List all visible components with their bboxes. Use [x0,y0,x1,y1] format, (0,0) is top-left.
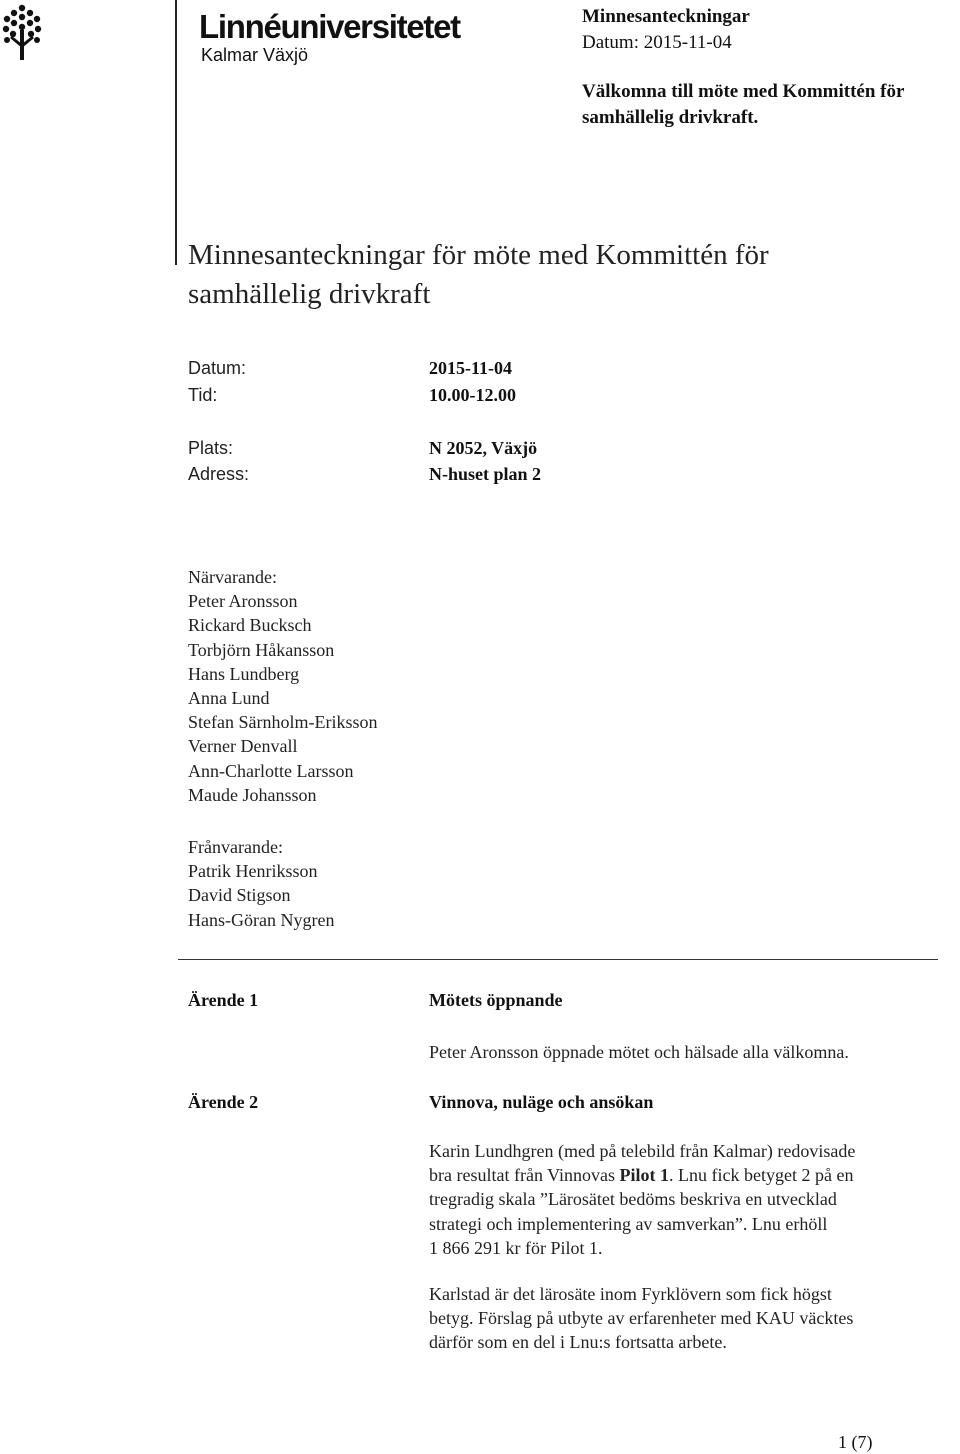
organization-name: Linnéuniversitetet [199,8,460,45]
list-item: Ann-Charlotte Larsson [188,760,354,781]
date-value: 2015-11-04 [429,358,512,378]
list-item: Stefan Särnholm-Eriksson [188,712,378,733]
page-number: 1 (7) [838,1432,873,1452]
item-2-paragraph-1 [429,1139,855,1260]
welcome-line-1: Välkomna till möte med Kommittén för [582,81,905,102]
list-item: Torbjörn Håkansson [188,639,335,660]
list-item: Anna Lund [188,687,270,708]
date-label: Datum: [188,358,247,378]
section-divider [178,959,938,960]
paragraph-line: Peter Aronsson öppnade mötet och hälsade alla välkomna. [429,1042,849,1062]
paragraph-line: Karlstad är det lärosäte inom Fyrklövern som fick högst [429,1284,832,1304]
time-value: 10.00-12.00 [429,385,516,405]
address-label: Adress: [188,464,250,484]
header-date: Datum: 2015-11-04 [582,32,732,53]
list-item: Verner Denvall [188,736,298,757]
paragraph-line: Karin Lundhgren (med på telebild från Kalmar) redovisade [429,1141,856,1161]
list-item: Hans Lundberg [188,663,300,684]
paragraph-line: därför som en del i Lnu:s fortsatta arbete. [429,1332,727,1353]
place-value: N 2052, Växjö [429,438,538,458]
paragraph-line: 1 866 291 kr för Pilot 1. [429,1237,603,1258]
page-title [188,236,769,314]
list-item: Peter Aronsson [188,591,298,612]
item-1-heading: Mötets öppnande [429,990,563,1010]
page-title-line-1: Minnesanteckningar för möte med Kommittén för [188,239,769,271]
welcome-line-2: samhällelig drivkraft. [582,107,759,128]
organization-locations: Kalmar Växjö [201,45,309,65]
absent-list [188,835,334,932]
time-label: Tid: [188,385,218,405]
header-divider [175,0,177,265]
absent-label: Frånvarande: [188,837,283,857]
item-1-number: Ärende 1 [188,990,259,1010]
list-item: David Stigson [188,885,291,906]
text-span: bra resultat från Vinnovas [429,1165,620,1186]
item-1-text [429,1040,849,1064]
list-item: Maude Johansson [188,784,317,805]
item-2-number: Ärende 2 [188,1092,259,1112]
document-type: Minnesanteckningar [582,6,750,27]
item-2-paragraph-2 [429,1282,853,1355]
present-list [188,565,377,807]
paragraph-line: strategi och implementering av samverkan”. Lnu erhöll [429,1213,828,1234]
item-2-heading: Vinnova, nuläge och ansökan [429,1092,654,1112]
list-item: Patrik Henriksson [188,861,318,882]
paragraph-line [429,1163,855,1187]
paragraph-line: betyg. Förslag på utbyte av erfarenheter med KAU väcktes [429,1308,854,1329]
tree-icon [2,4,42,60]
list-item: Hans-Göran Nygren [188,909,335,930]
emphasis-pilot: Pilot 1 [619,1165,670,1186]
paragraph-line: tregradig skala ”Lärosätet bedöms beskriva en utvecklad [429,1189,837,1210]
text-span: . Lnu fick betyget 2 på en [669,1165,854,1186]
present-label: Närvarande: [188,567,277,587]
place-label: Plats: [188,438,234,458]
page-title-line-2: samhällelig drivkraft [188,278,431,310]
address-value: N-huset plan 2 [429,464,542,484]
list-item: Rickard Bucksch [188,615,312,636]
